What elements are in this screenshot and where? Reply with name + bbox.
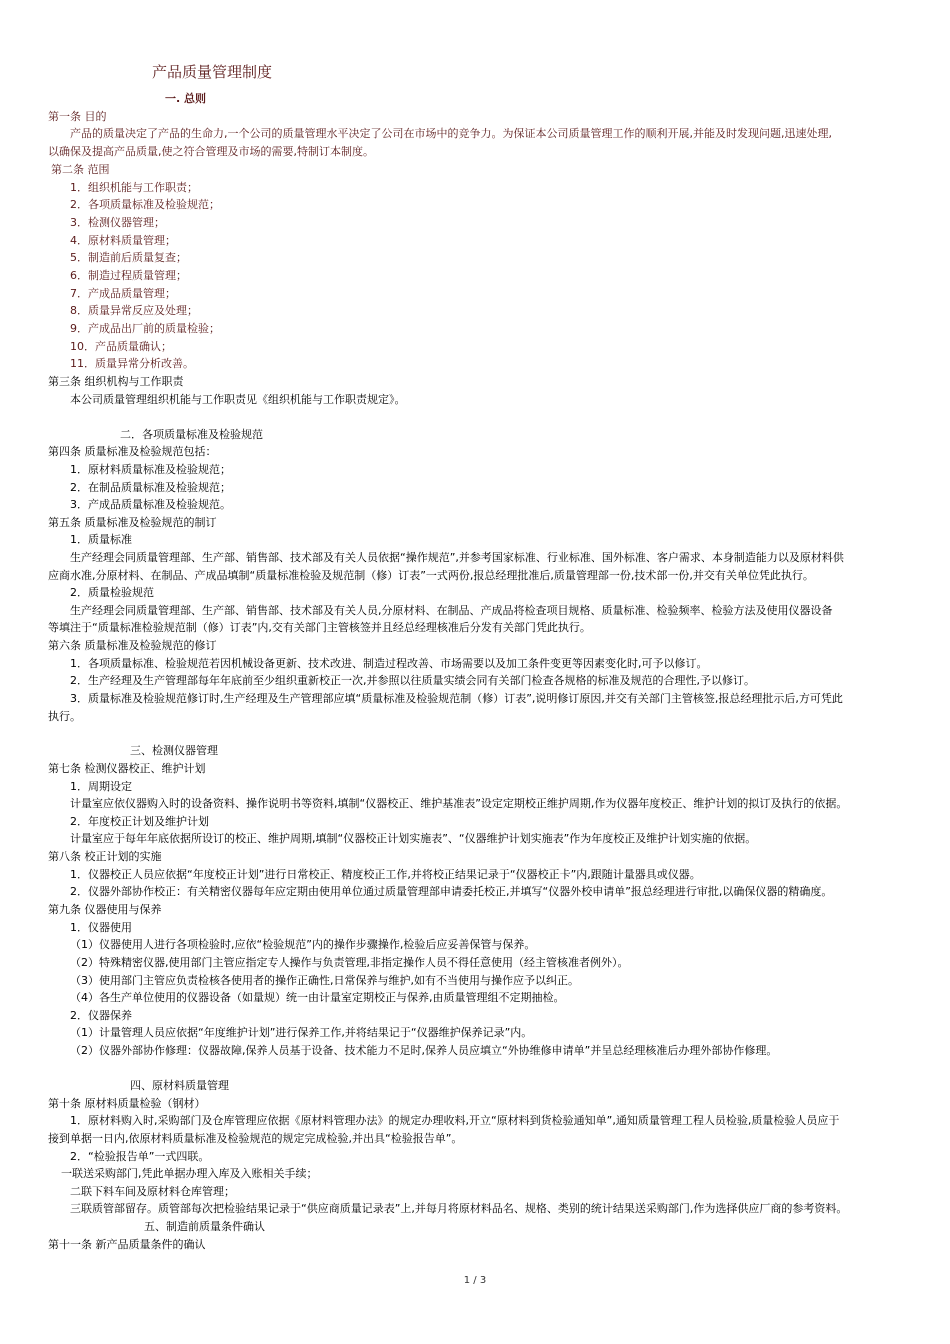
section-heading: 二．各项质量标准及检验规范 bbox=[120, 428, 263, 441]
article-heading: 第三条 组织机构与工作职责 bbox=[48, 375, 184, 388]
list-item: （3）使用部门主管应负责检核各使用者的操作正确性,日常保养与维护,如有不当使用与操作应予以纠正。 bbox=[70, 974, 579, 987]
paragraph-line: 接到单据一日内,依原材料质量标准及检验规范的规定完成检验,并出具“检验报告单”。 bbox=[48, 1132, 463, 1145]
list-item: 1．各项质量标准、检验规范若因机械设备更新、技术改进、制造过程改善、市场需要以及加工条件变更等因素变化时,可予以修订。 bbox=[70, 657, 708, 670]
list-item: 7．产成品质量管理； bbox=[70, 287, 176, 300]
list-item: 4．原材料质量管理； bbox=[70, 234, 176, 247]
article-heading: 第四条 质量标准及检验规范包括： bbox=[48, 445, 217, 458]
list-item: （4）各生产单位使用的仪器设备（如量规）统一由计量室定期校正与保养,由质量管理组不定期抽检。 bbox=[70, 991, 565, 1004]
article-heading: 第五条 质量标准及检验规范的制订 bbox=[48, 516, 217, 529]
list-item: （2）仪器外部协作修理：仪器故障,保养人员基于设备、技术能力不足时,保养人员应填立“外协维修申请单”并呈总经理核准后办理外部协作修理。 bbox=[70, 1044, 778, 1057]
section-heading: 五、制造前质量条件确认 bbox=[144, 1220, 265, 1233]
list-item: 10．产品质量确认； bbox=[70, 340, 172, 353]
list-item: 2．在制品质量标准及检验规范； bbox=[70, 481, 231, 494]
sub-heading: 2．仪器保养 bbox=[70, 1009, 132, 1022]
section-heading: 三、检测仪器管理 bbox=[130, 744, 218, 757]
paragraph-line: 计量室应于每年年底依据所设订的校正、维护周期,填制“仪器校正计划实施表”、“仪器维护计划实施表”作为年度校正及维护计划实施的依据。 bbox=[70, 832, 757, 845]
list-item: 1．原材料购入时,采购部门及仓库管理应依据《原材料管理办法》的规定办理收料,开立“原材料到货检验通知单”,通知质量管理工程人员检验,质量检验人员应于 bbox=[70, 1114, 840, 1127]
sub-heading: 1．周期设定 bbox=[70, 780, 132, 793]
list-item: 3．产成品质量标准及检验规范。 bbox=[70, 498, 231, 511]
list-item: （2）特殊精密仪器,使用部门主管应指定专人操作与负责管理,非指定操作人员不得任意使用（经主管核准者例外）。 bbox=[70, 956, 629, 969]
article-heading: 第二条 范围 bbox=[51, 163, 110, 176]
article-heading: 第十条 原材料质量检验（钢材） bbox=[48, 1097, 206, 1110]
paragraph-line: 二联下料车间及原材料仓库管理； bbox=[70, 1185, 235, 1198]
list-item: 2．“检验报告单”一式四联。 bbox=[70, 1150, 210, 1163]
sub-heading: 2．年度校正计划及维护计划 bbox=[70, 815, 209, 828]
list-item: 11．质量异常分析改善。 bbox=[70, 357, 194, 370]
section-heading: 一. 总则 bbox=[165, 92, 207, 105]
paragraph-line: 本公司质量管理组织机能与工作职责见《组织机能与工作职责规定》。 bbox=[70, 393, 406, 406]
page-number: 1 / 3 bbox=[463, 1275, 487, 1286]
list-item: 2．生产经理及生产管理部每年年底前至少组织重新校正一次,并参照以往质量实绩会同有关部门检查各规格的标准及规范的合理性,予以修订。 bbox=[70, 674, 755, 687]
list-item: 2．仪器外部协作校正：有关精密仪器每年应定期由使用单位通过质量管理部申请委托校正,并填写“仪器外校申请单”报总经理进行审批,以确保仪器的精确度。 bbox=[70, 885, 833, 898]
paragraph-line: 生产经理会同质量管理部、生产部、销售部、技术部及有关人员,分原材料、在制品、产成品将检查项目规格、质量标准、检验频率、检验方法及使用仪器设备 bbox=[70, 604, 833, 617]
list-item: 1．原材料质量标准及检验规范； bbox=[70, 463, 231, 476]
paragraph-line: 三联质管部留存。质管部每次把检验结果记录于“供应商质量记录表”上,并每月将原材料品名、规格、类别的统计结果送采购部门,作为选择供应厂商的参考资料。 bbox=[70, 1202, 848, 1215]
article-heading: 第六条 质量标准及检验规范的修订 bbox=[48, 639, 217, 652]
document-title: 产品质量管理制度 bbox=[152, 63, 273, 81]
paragraph-line: 执行。 bbox=[48, 710, 81, 723]
sub-heading: 1．质量标准 bbox=[70, 533, 132, 546]
paragraph-line: 生产经理会同质量管理部、生产部、销售部、技术部及有关人员依据“操作规范”,并参考国家标准、行业标准、国外标准、客户需求、本身制造能力以及原材料供 bbox=[70, 551, 844, 564]
list-item: 3．检测仪器管理； bbox=[70, 216, 165, 229]
paragraph-line: 一联送采购部门,凭此单据办理入库及入账相关手续； bbox=[61, 1167, 318, 1180]
list-item: 5．制造前后质量复查； bbox=[70, 251, 187, 264]
list-item: （1）仪器使用人进行各项检验时,应依“检验规范”内的操作步骤操作,检验后应妥善保管与保养。 bbox=[70, 938, 536, 951]
sub-heading: 2．质量检验规范 bbox=[70, 586, 154, 599]
paragraph-line: 产品的质量决定了产品的生命力,一个公司的质量管理水平决定了公司在市场中的竞争力。为保证本公司质量管理工作的顺利开展,并能及时发现问题,迅速处理, bbox=[70, 127, 832, 140]
paragraph-line: 计量室应依仪器购入时的设备资料、操作说明书等资料,填制“仪器校正、维护基准表”设定定期校正维护周期,作为仪器年度校正、维护计划的拟订及执行的依据。 bbox=[70, 797, 848, 810]
paragraph-line: 应商水准,分原材料、在制品、产成品填制“质量标准检验及规范制（修）订表”一式两份,报总经理批准后,质量管理部一份,技术部一份,并交有关单位凭此执行。 bbox=[48, 569, 814, 582]
list-item: 3．质量标准及检验规范修订时,生产经理及生产管理部应填“质量标准及检验规范制（修）订表”,说明修订原因,并交有关部门主管核签,报总经理批示后,方可凭此 bbox=[70, 692, 843, 705]
article-heading: 第十一条 新产品质量条件的确认 bbox=[48, 1238, 206, 1251]
list-item: 8．质量异常反应及处理； bbox=[70, 304, 198, 317]
sub-heading: 1．仪器使用 bbox=[70, 921, 132, 934]
list-item: 6．制造过程质量管理； bbox=[70, 269, 187, 282]
list-item: 2．各项质量标准及检验规范； bbox=[70, 198, 220, 211]
article-heading: 第七条 检测仪器校正、维护计划 bbox=[48, 762, 206, 775]
list-item: 9．产成品出厂前的质量检验； bbox=[70, 322, 220, 335]
list-item: （1）计量管理人员应依据“年度维护计划”进行保养工作,并将结果记于“仪器维护保养记录”内。 bbox=[70, 1026, 533, 1039]
section-heading: 四、原材料质量管理 bbox=[130, 1079, 229, 1092]
list-item: 1．仪器校正人员应依据“年度校正计划”进行日常校正、精度校正工作,并将校正结果记录于“仪器校正卡”内,跟随计量器具或仪器。 bbox=[70, 868, 701, 881]
list-item: 1．组织机能与工作职责； bbox=[70, 181, 198, 194]
paragraph-line: 以确保及提高产品质量,使之符合管理及市场的需要,特制订本制度。 bbox=[48, 145, 374, 158]
article-heading: 第一条 目的 bbox=[48, 110, 107, 123]
article-heading: 第九条 仪器使用与保养 bbox=[48, 903, 162, 916]
article-heading: 第八条 校正计划的实施 bbox=[48, 850, 162, 863]
paragraph-line: 等填注于“质量标准检验规范制（修）订表”内,交有关部门主管核签并且经总经理核准后分发有关部门凭此执行。 bbox=[48, 621, 591, 634]
